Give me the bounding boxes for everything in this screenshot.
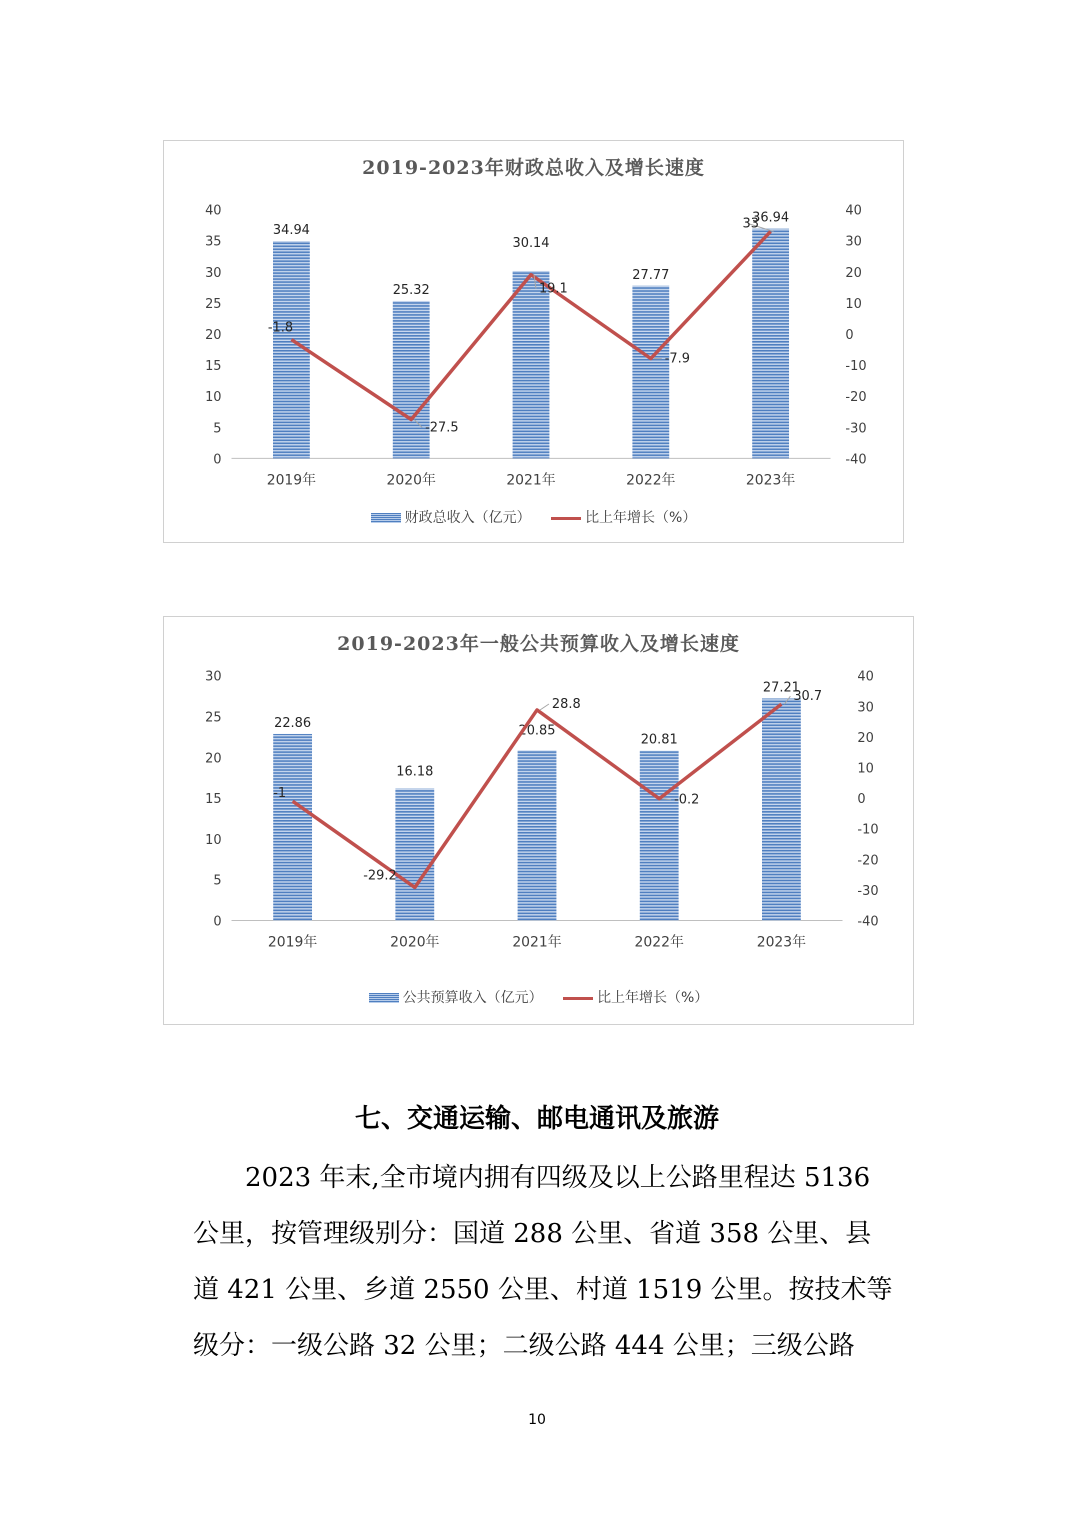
right-axis-tick-label: 20 [857,730,874,746]
x-axis-tick-label: 2023年 [756,934,807,951]
right-axis-tick-label: -20 [857,853,879,869]
paragraph-line: 公里，按管理级别分：国道 288 公里、省道 358 公里、县 [193,1219,872,1249]
label-leader-line [540,704,549,710]
left-axis-tick-label: 25 [205,710,222,726]
line-data-label: -7.9 [664,351,690,367]
bar-data-label: 27.77 [632,267,670,283]
x-axis-tick-label: 2021年 [506,472,556,489]
left-axis-tick-label: 5 [213,421,222,437]
bar-data-label: 20.81 [640,732,678,748]
bar-data-label: 34.94 [272,223,310,239]
legend-bar-label: 公共预算收入（亿元） [402,990,543,1006]
left-axis-tick-label: 30 [205,265,222,281]
line-data-label: -1.8 [267,320,294,336]
revenue-chart-plot [164,141,903,542]
right-axis-tick-label: 40 [845,203,862,219]
budget-chart-plot [164,617,913,1024]
x-axis-tick-label: 2019年 [266,472,317,489]
budget-chart [163,616,914,1025]
right-axis-tick-label: -10 [845,359,867,375]
page-number: 10 [528,1412,546,1428]
bar-data-label: 30.14 [512,236,550,252]
right-axis-tick-label: 20 [845,265,862,281]
bar-data-label: 22.86 [274,716,312,732]
x-axis-tick-label: 2020年 [390,934,440,951]
paragraph-line: 道 421 公里、乡道 2550 公里、村道 1519 公里。按技术等 [193,1275,893,1305]
legend-item-bar [371,507,531,527]
bar-data-label: 16.18 [396,764,434,780]
line-data-label: 30.7 [793,689,823,705]
line-data-label: 19.1 [538,281,568,297]
bar [640,751,679,921]
bar-data-label: 20.85 [518,723,556,739]
bar-data-label: 27.21 [762,680,800,696]
left-axis-tick-label: 40 [205,203,222,219]
right-axis-tick-label: -10 [857,822,879,838]
line-data-label: -27.5 [425,420,459,436]
left-axis-tick-label: 25 [205,296,222,312]
legend-line-label: 比上年增长（%） [597,990,709,1006]
legend-line-label: 比上年增长（%） [585,510,697,526]
bar-data-label: 36.94 [752,210,790,226]
legend-line-swatch [563,997,593,1000]
legend-line-swatch [551,517,581,520]
right-axis-tick-label: -40 [845,452,867,468]
revenue-chart [163,140,904,543]
section-heading: 七、交通运输、邮电通讯及旅游 [354,1104,719,1134]
legend-item-bar [369,987,543,1007]
bar [513,271,550,458]
left-axis-tick-label: 5 [213,873,222,889]
left-axis-tick-label: 20 [205,751,222,767]
paragraph-line: 2023 年末,全市境内拥有四级及以上公路里程达 5136 [193,1163,871,1193]
x-axis-tick-label: 2023年 [745,472,796,489]
left-axis-tick-label: 35 [205,234,222,250]
bar [518,750,557,920]
chart-legend [164,987,913,1007]
left-axis-tick-label: 0 [213,452,222,468]
left-axis-tick-label: 15 [205,792,222,808]
legend-item-line [563,987,708,1007]
left-axis-tick-label: 10 [205,390,222,406]
x-axis-tick-label: 2020年 [386,472,436,489]
bar [395,788,434,920]
chart-title: 2019-2023年财政总收入及增长速度 [362,157,705,179]
bar-data-label: 25.32 [392,282,430,298]
bar [752,229,789,459]
line-data-label: 33 [742,216,759,232]
right-axis-tick-label: 30 [857,700,874,716]
right-axis-tick-label: 10 [845,296,862,312]
right-axis-tick-label: -30 [857,883,879,899]
left-axis-tick-label: 15 [205,359,222,375]
right-axis-tick-label: -30 [845,421,867,437]
x-axis-tick-label: 2022年 [634,934,684,951]
line-data-label: -29.2 [363,868,397,884]
left-axis-tick-label: 20 [205,328,222,344]
line-data-label: -0.2 [674,792,700,808]
legend-bar-label: 财政总收入（亿元） [404,510,531,526]
legend-item-line [551,507,696,527]
left-axis-tick-label: 0 [213,914,222,930]
right-axis-tick-label: -20 [845,390,867,406]
legend-bar-swatch [371,513,401,523]
x-axis-tick-label: 2019年 [267,934,318,951]
bar [393,301,430,458]
x-axis-tick-label: 2022年 [626,472,676,489]
right-axis-tick-label: 40 [857,669,874,685]
chart-title: 2019-2023年一般公共预算收入及增长速度 [337,633,740,655]
line-data-label: -1 [273,786,287,802]
right-axis-tick-label: 0 [857,792,866,808]
line-data-label: 28.8 [551,696,581,712]
left-axis-tick-label: 30 [205,669,222,685]
x-axis-tick-label: 2021年 [512,934,562,951]
right-axis-tick-label: -40 [857,914,879,930]
body-paragraph [193,1150,913,1374]
right-axis-tick-label: 30 [845,234,862,250]
right-axis-tick-label: 10 [857,761,874,777]
bar [632,286,669,459]
right-axis-tick-label: 0 [845,328,854,344]
legend-bar-swatch [369,993,399,1003]
bar [762,698,801,920]
chart-legend [164,507,903,527]
bar [273,734,312,921]
paragraph-line: 级分：一级公路 32 公里；二级公路 444 公里；三级公路 [193,1331,855,1361]
left-axis-tick-label: 10 [205,832,222,848]
